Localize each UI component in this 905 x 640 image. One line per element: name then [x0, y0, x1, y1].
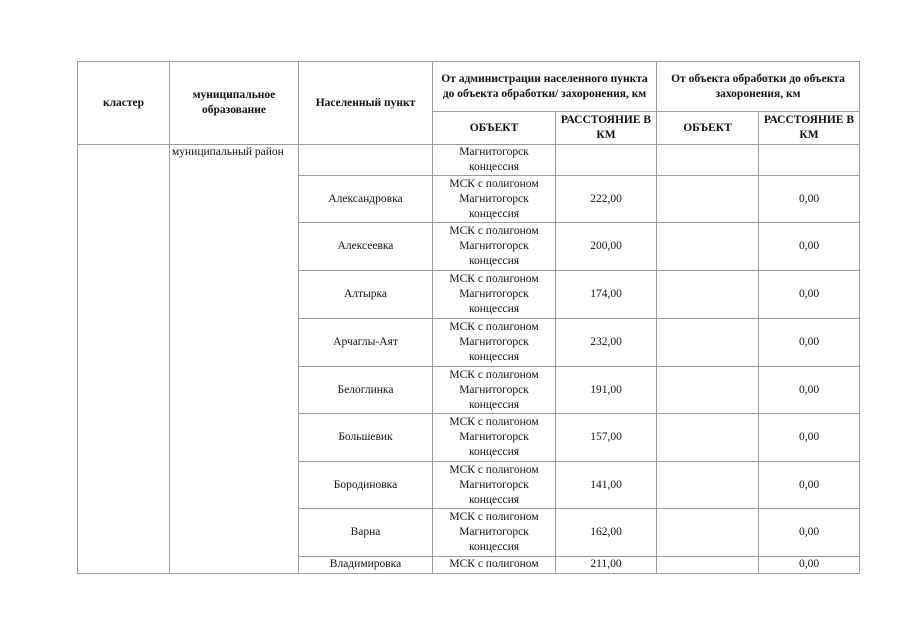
object2-cell [657, 557, 759, 574]
header-municipality: муниципальное образование [170, 62, 299, 145]
object2-cell [657, 271, 759, 319]
object2-cell [657, 145, 759, 176]
header-distance-2: РАССТОЯНИЕ В КМ [759, 112, 860, 145]
settlement-cell: Алексеевка [299, 223, 433, 271]
distance-cell: 141,00 [556, 462, 657, 509]
object2-cell [657, 462, 759, 509]
object-cell: МСК с полигоном Магнитогорск концессия [433, 414, 556, 462]
object2-cell [657, 223, 759, 271]
distance2-cell: 0,00 [759, 176, 860, 223]
distance2-cell: 0,00 [759, 557, 860, 574]
object-cell: МСК с полигоном Магнитогорск концессия [433, 176, 556, 223]
distance-cell: 157,00 [556, 414, 657, 462]
table-row [78, 145, 860, 176]
distance2-cell: 0,00 [759, 223, 860, 271]
distance-cell: 191,00 [556, 367, 657, 414]
object-cell: МСК с полигоном Магнитогорск концессия [433, 223, 556, 271]
distance-cell: 174,00 [556, 271, 657, 319]
distance2-cell: 0,00 [759, 271, 860, 319]
header-from-facility: От объекта обработки до объекта захоронения, км [657, 62, 860, 112]
settlement-cell: Арчаглы-Аят [299, 319, 433, 367]
distance-cell: 211,00 [556, 557, 657, 574]
object-cell: МСК с полигоном Магнитогорск концессия [433, 367, 556, 414]
distance-cell [556, 145, 657, 176]
settlement-cell: Белоглинка [299, 367, 433, 414]
object-cell: МСК с полигоном Магнитогорск концессия [433, 462, 556, 509]
municipality-cell: муниципальный район [170, 145, 299, 574]
settlement-cell: Алтырка [299, 271, 433, 319]
object2-cell [657, 414, 759, 462]
object2-cell [657, 367, 759, 414]
object-cell: Магнитогорск концессия [433, 145, 556, 176]
header-from-admin: От администрации населенного пункта до объекта обработки/ захоронения, км [433, 62, 657, 112]
distance2-cell: 0,00 [759, 462, 860, 509]
object-cell: МСК с полигоном Магнитогорск концессия [433, 509, 556, 557]
header-object-2: ОБЪЕКТ [657, 112, 759, 145]
settlement-cell: Варна [299, 509, 433, 557]
object-cell: МСК с полигоном Магнитогорск концессия [433, 319, 556, 367]
settlement-cell: Александровка [299, 176, 433, 223]
distance2-cell: 0,00 [759, 509, 860, 557]
distance2-cell: 0,00 [759, 319, 860, 367]
distance-cell: 200,00 [556, 223, 657, 271]
header-settlement: Населенный пункт [299, 62, 433, 145]
cluster-cell [78, 145, 170, 574]
object2-cell [657, 176, 759, 223]
header-distance-1: РАССТОЯНИЕ В КМ [556, 112, 657, 145]
distance-cell: 162,00 [556, 509, 657, 557]
settlement-cell [299, 145, 433, 176]
distance2-cell [759, 145, 860, 176]
distance-cell: 222,00 [556, 176, 657, 223]
object2-cell [657, 509, 759, 557]
settlement-cell: Владимировка [299, 557, 433, 574]
distance2-cell: 0,00 [759, 414, 860, 462]
distance-cell: 232,00 [556, 319, 657, 367]
settlement-cell: Бородиновка [299, 462, 433, 509]
header-cluster: кластер [78, 62, 170, 145]
object2-cell [657, 319, 759, 367]
settlement-cell: Большевик [299, 414, 433, 462]
distance2-cell: 0,00 [759, 367, 860, 414]
object-cell: МСК с полигоном [433, 557, 556, 574]
header-object-1: ОБЪЕКТ [433, 112, 556, 145]
distance-table [77, 61, 860, 574]
object-cell: МСК с полигоном Магнитогорск концессия [433, 271, 556, 319]
